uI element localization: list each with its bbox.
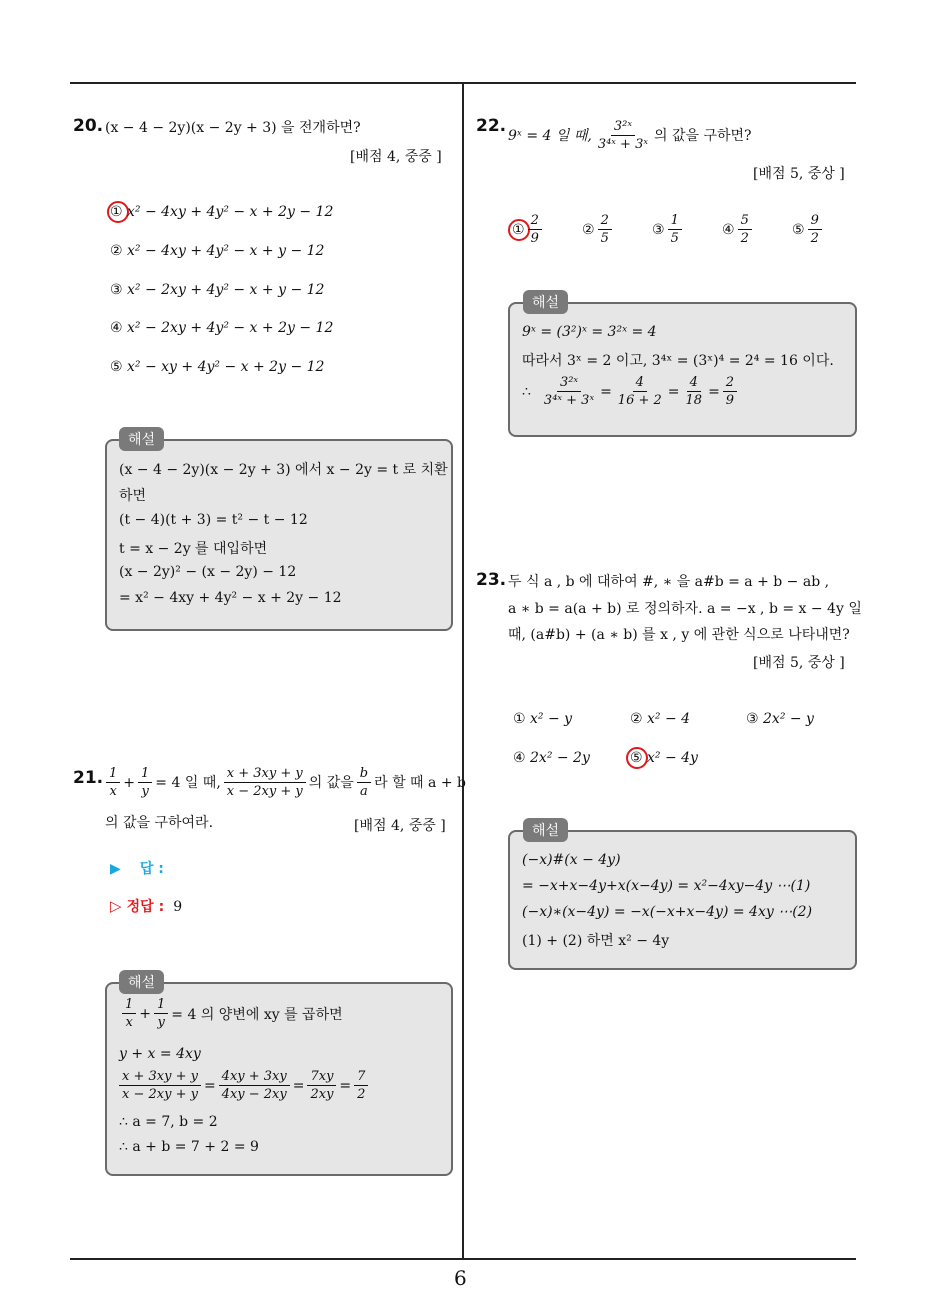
solution-box (105, 439, 453, 631)
question-stem: 두 식 a , b 에 대하여 #, ∗ 을 a#b = a + b − ab , (508, 574, 830, 590)
solution-line: $\frac{1}{x}$ + $\frac{1}{y}$ = 4 의 양변에 xy 를 곱하면 (119, 996, 343, 1031)
solution-line: (t − 4)(t + 3) = t² − t − 12 (119, 512, 308, 528)
option-2[interactable]: ② x² − 4xy + 4y² − x + y − 12 (110, 243, 325, 259)
question-stem: $\frac{1}{x}$ + $\frac{1}{y}$ = 4 일 때, $\frac{x + 3xy + y}{x - 2xy + y}$ 의 값을 $\frac{b}{a}$ 라 할 때 a + b (103, 765, 466, 800)
question-stem: 9ˣ = 4 일 때, $\frac{\text{3²ˣ}}{\text{3⁴ˣ + 3ˣ}}$ 의 값을 구하면? (508, 119, 752, 152)
question-number: 22. (476, 116, 507, 136)
option-4[interactable]: ④ $\frac{5}{2}$ (722, 212, 755, 247)
score-difficulty: [배점 5, 중상 ] (753, 655, 845, 671)
solution-line: ∴ a = 7, b = 2 (119, 1114, 218, 1130)
solution-line: t = x − 2y 를 대입하면 (119, 541, 268, 557)
option-5[interactable]: ⑤ x² − 4y (630, 750, 698, 766)
answer-label: 답 : (139, 861, 164, 877)
column-divider (462, 83, 464, 1259)
outline-arrow-icon: ▷ (110, 897, 122, 915)
option-3[interactable]: ③ $\frac{1}{5}$ (652, 212, 685, 247)
solution-tag: 해설 (523, 818, 568, 842)
solution-line: (x − 4 − 2y)(x − 2y + 3) 에서 x − 2y = t 로 치환 (119, 462, 448, 478)
option-5[interactable]: ⑤ x² − xy + 4y² − x + 2y − 12 (110, 359, 325, 375)
question-stem-line-2: 의 값을 구하여라. (105, 815, 214, 831)
solution-line: (1) + (2) 하면 x² − 4y (522, 933, 670, 949)
solution-line: 9ˣ = (3²)ˣ = 3²ˣ = 4 (522, 324, 657, 340)
solution-line: ∴ $\frac{\text{3²ˣ}}{\text{3⁴ˣ + 3ˣ}}$ = $\frac{4}{16 + 2}$ = $\frac{4}{18}$ = $\frac{2}{9}$ (522, 374, 740, 409)
correct-answer-label: 정답 : (126, 899, 165, 915)
bottom-rule (70, 1258, 856, 1260)
solution-tag: 해설 (119, 427, 164, 451)
question-number: 20. (73, 116, 104, 136)
solution-line: ∴ a + b = 7 + 2 = 9 (119, 1139, 259, 1155)
solution-tag: 해설 (119, 970, 164, 994)
score-difficulty: [배점 4, 중중 ] (350, 149, 442, 165)
solution-line: 하면 (119, 488, 147, 504)
option-4[interactable]: ④ 2x² − 2y (513, 750, 590, 766)
solution-box (508, 302, 857, 437)
option-3[interactable]: ③ 2x² − y (746, 711, 814, 727)
solution-line: = x² − 4xy + 4y² − x + 2y − 12 (119, 590, 342, 606)
solution-line: (x − 2y)² − (x − 2y) − 12 (119, 564, 297, 580)
option-1[interactable]: ① x² − 4xy + 4y² − x + 2y − 12 (110, 204, 334, 220)
play-arrow-icon: ▶ (110, 861, 121, 877)
solution-line: (−x)#(x − 4y) (522, 852, 621, 868)
solution-box (508, 830, 857, 970)
option-4[interactable]: ④ x² − 2xy + 4y² − x + 2y − 12 (110, 320, 334, 336)
score-difficulty: [배점 4, 중중 ] (354, 818, 446, 834)
question-stem: (x − 4 − 2y)(x − 2y + 3) 을 전개하면? (105, 120, 361, 136)
solution-line: 따라서 3ˣ = 2 이고, 3⁴ˣ = (3ˣ)⁴ = 2⁴ = 16 이다. (522, 353, 834, 369)
option-2[interactable]: ② $\frac{2}{5}$ (582, 212, 615, 247)
solution-line: = −x+x−4y+x(x−4y) = x²−4xy−4y ⋯(1) (522, 878, 811, 894)
question-stem-line-3: 때, (a#b) + (a ∗ b) 를 x , y 에 관한 식으로 나타내면? (508, 627, 850, 643)
solution-line: $\frac{x + 3xy + y}{x - 2xy + y}$ = $\frac{4xy + 3xy}{4xy - 2xy}$ = $\frac{7xy}{2xy}$ = $\frac{7}{2}$ (119, 1068, 371, 1103)
solution-line: (−x)∗(x−4y) = −x(−x+x−4y) = 4xy ⋯(2) (522, 904, 813, 920)
option-1[interactable]: ① $\frac{2}{9}$ (512, 212, 545, 247)
question-number: 21. (73, 768, 104, 788)
correct-answer-row (110, 896, 182, 916)
score-difficulty: [배점 5, 중상 ] (753, 166, 845, 182)
option-5[interactable]: ⑤ $\frac{9}{2}$ (792, 212, 825, 247)
question-number: 23. (476, 570, 507, 590)
option-2[interactable]: ② x² − 4 (630, 711, 691, 727)
question-stem-line-2: a ∗ b = a(a + b) 로 정의하자. a = −x , b = x − 4y 일 (508, 601, 862, 617)
solution-box (105, 982, 453, 1176)
correct-answer-value: 9 (173, 899, 183, 915)
solution-tag: 해설 (523, 290, 568, 314)
answer-input-row[interactable] (110, 858, 164, 878)
option-3[interactable]: ③ x² − 2xy + 4y² − x + y − 12 (110, 282, 325, 298)
option-1[interactable]: ① x² − y (513, 711, 573, 727)
solution-line: y + x = 4xy (119, 1046, 201, 1062)
page-number: 6 (454, 1266, 467, 1290)
